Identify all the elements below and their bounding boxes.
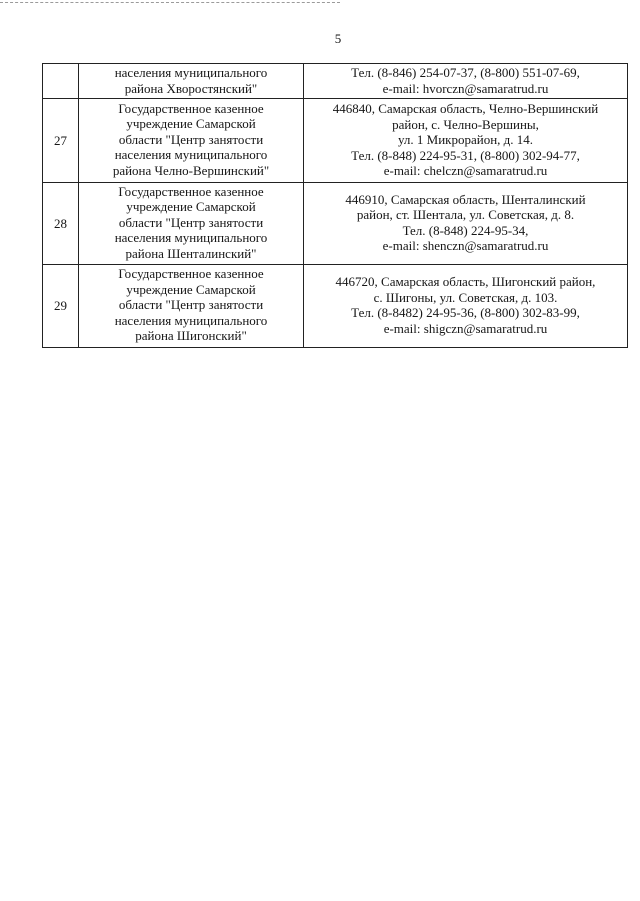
- address-line: 446910, Самарская область, Шенталинский: [345, 191, 586, 207]
- name-line: Государственное казенное: [118, 183, 264, 199]
- page-number: 5: [334, 31, 342, 46]
- employment-centers-table: [42, 63, 628, 348]
- address-line: район, с. Челно-Вершины,: [392, 116, 539, 132]
- address-line: e-mail: shigczn@samaratrud.ru: [383, 320, 548, 336]
- name-line: района Челно-Вершинский": [112, 162, 270, 178]
- institution-name: [79, 182, 304, 265]
- address-line: с. Шигоны, ул. Советская, д. 103.: [373, 289, 558, 305]
- address-line: e-mail: shenczn@samaratrud.ru: [382, 238, 549, 254]
- name-line: области "Центр занятости: [118, 131, 264, 147]
- address-line: Тел. (8-846) 254-07-37, (8-800) 551-07-69,: [351, 65, 580, 80]
- name-line: населения муниципального: [114, 312, 268, 328]
- address-contacts: [304, 265, 628, 348]
- name-line: населения муниципального: [114, 230, 268, 245]
- table-row: [43, 64, 628, 99]
- address-line: Тел. (8-848) 224-95-31, (8-800) 302-94-77,: [351, 147, 580, 163]
- row-number: 29: [43, 265, 79, 348]
- name-line: Государственное казенное: [118, 266, 264, 281]
- address-line: Тел. (8-8482) 24-95-36, (8-800) 302-83-99,: [351, 305, 580, 321]
- row-number: 28: [43, 182, 79, 265]
- row-number: 27: [43, 99, 79, 183]
- row-number: [43, 64, 79, 99]
- table-row: [43, 182, 628, 265]
- address-contacts: [304, 64, 628, 99]
- address-line: e-mail: hvorczn@samaratrud.ru: [382, 80, 549, 96]
- name-line: населения муниципального: [114, 65, 268, 80]
- name-line: области "Центр занятости: [118, 297, 264, 312]
- address-line: район, ст. Шентала, ул. Советская, д. 8.: [356, 207, 575, 223]
- name-line: учреждение Самарской: [126, 116, 256, 131]
- name-line: Государственное казенное: [118, 100, 264, 116]
- institution-name: [79, 64, 304, 99]
- name-line: области "Центр занятости: [118, 214, 264, 230]
- table-row: [43, 99, 628, 183]
- address-line: ул. 1 Микрорайон, д. 14.: [397, 132, 534, 147]
- name-line: учреждение Самарской: [126, 199, 256, 214]
- name-line: района Шенталинский": [125, 245, 257, 261]
- address-line: Тел. (8-848) 224-95-34,: [402, 222, 529, 238]
- address-contacts: [304, 182, 628, 265]
- address-line: 446840, Самарская область, Челно-Вершинский: [332, 101, 599, 116]
- scan-edge-rule: [0, 2, 340, 3]
- table-row: [43, 265, 628, 348]
- address-line: e-mail: chelczn@samaratrud.ru: [383, 163, 548, 178]
- address-line: 446720, Самарская область, Шигонский район,: [335, 274, 596, 290]
- name-line: населения муниципального: [114, 147, 268, 162]
- address-contacts: [304, 99, 628, 183]
- institution-name: [79, 99, 304, 183]
- name-line: учреждение Самарской: [126, 281, 256, 297]
- name-line: района Шигонский": [135, 328, 247, 343]
- institution-name: [79, 265, 304, 348]
- name-line: района Хворостянский": [124, 80, 258, 96]
